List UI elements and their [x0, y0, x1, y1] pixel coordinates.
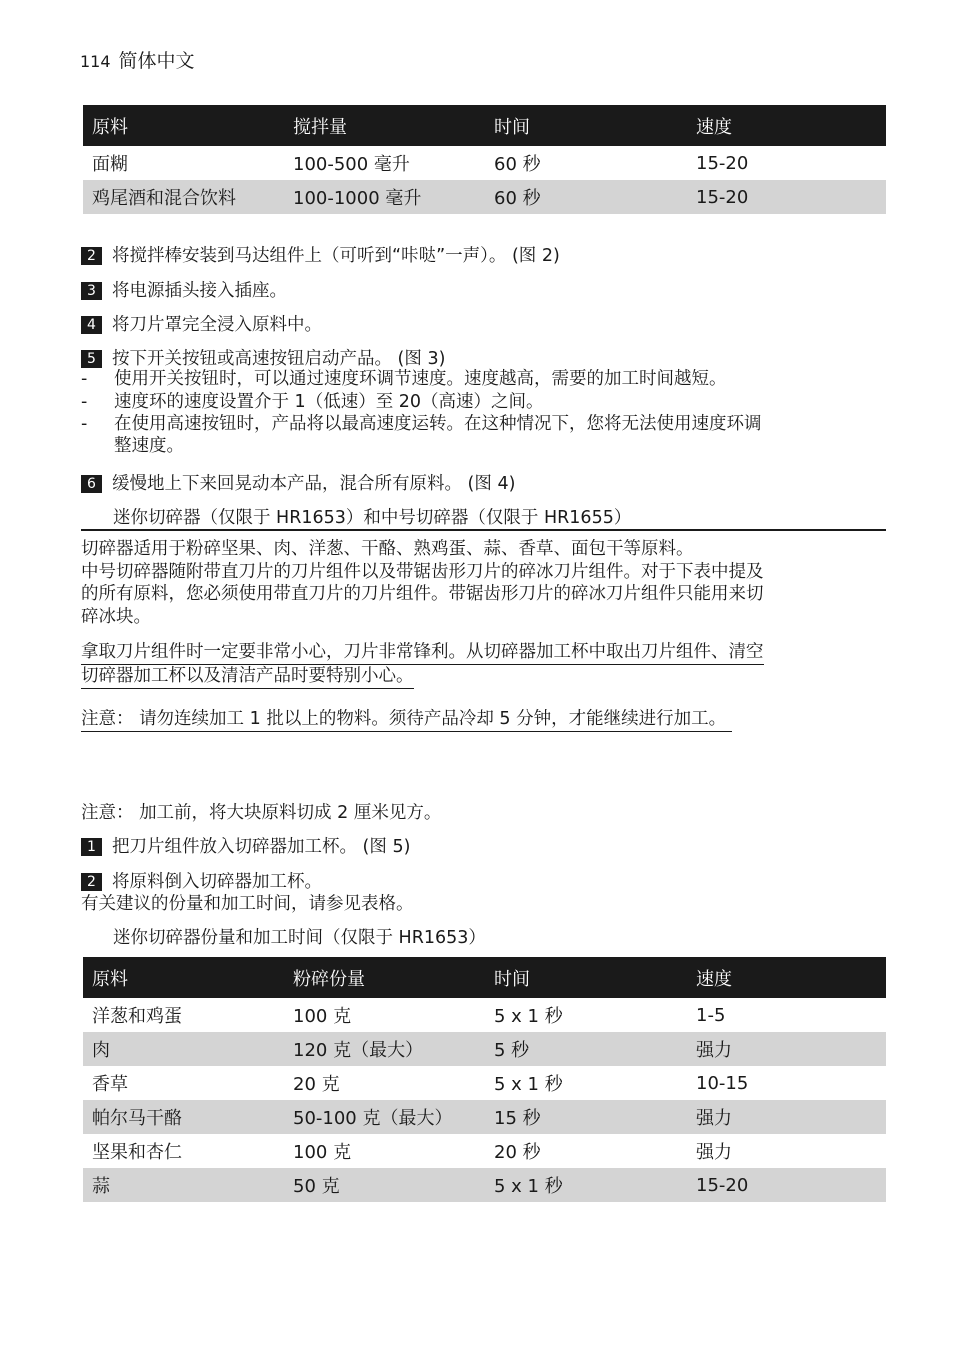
paragraph-line: 碎冰块。 [81, 606, 151, 627]
table-cell: 面糊 [92, 154, 128, 175]
step-number-badge: 5 [81, 350, 102, 368]
table-cell: 10-15 [696, 1072, 749, 1094]
table-row [83, 1168, 886, 1202]
table-cell: 5 x 1 秒 [485, 1168, 687, 1202]
heading-divider [81, 529, 886, 531]
table-row [83, 180, 886, 214]
table-cell: 强力 [687, 1100, 886, 1134]
step-number-badge: 1 [81, 838, 102, 856]
table-cell: 60 秒 [485, 180, 687, 214]
table-header-cell: 时间 [485, 105, 687, 146]
paragraph-line: 的所有原料，您必须使用带直刀片的刀片组件。带锯齿形刀片的碎冰刀片组件只能用来切 [81, 584, 764, 604]
table-header-cell: 时间 [485, 957, 687, 998]
table-cell: 洋葱和鸡蛋 [92, 1006, 182, 1027]
step-number-badge: 2 [81, 873, 102, 891]
bullet-text: 整速度。 [114, 436, 184, 456]
table-cell: 15 秒 [485, 1100, 687, 1134]
table-cell: 100-500 毫升 [293, 154, 410, 175]
step-5-start [81, 345, 445, 370]
table-header-cell: 原料 [83, 105, 284, 146]
step-3-plug [81, 277, 287, 302]
table-cell: 5 x 1 秒 [494, 1074, 563, 1095]
step-text: 缓慢地上下来回晃动本产品，混合所有原料。 (图 4) [112, 474, 516, 494]
bullet-text: 使用开关按钮时，可以通过速度环调节速度。速度越高，需要的加工时间越短。 [114, 369, 727, 389]
table-cell: 20 秒 [494, 1142, 541, 1163]
note-text: 注意： 请勿连续加工 1 批以上的物料。须待产品冷却 5 分钟，才能继续进行加工。 [81, 708, 732, 732]
table-row [83, 1100, 886, 1134]
table-cell: 1-5 [696, 1004, 726, 1026]
warning-line: 切碎器加工杯以及清洁产品时要特别小心。 [81, 665, 414, 689]
table-cell: 香草 [92, 1074, 128, 1095]
table-cell: 坚果和杏仁 [92, 1142, 182, 1163]
table-row [83, 1032, 886, 1066]
table-header-cell: 原料 [83, 957, 284, 998]
table-cell: 60 秒 [494, 154, 541, 175]
table-cell: 100-1000 毫升 [284, 180, 485, 214]
bullet-text: 在使用高速按钮时，产品将以最高速度运转。在这种情况下，您将无法使用速度环调 [114, 414, 762, 434]
step-number-badge: 4 [81, 316, 102, 334]
step-text: 按下开关按钮或高速按钮启动产品。 (图 3) [112, 349, 446, 369]
table-cell: 50 克 [284, 1168, 485, 1202]
warning-block [81, 641, 764, 689]
note-cut-size: 注意： 加工前，将大块原料切成 2 厘米见方。 [81, 803, 442, 823]
page-number: 114 [80, 52, 111, 71]
table-row [83, 1066, 886, 1100]
table-cell: 20 克 [293, 1074, 340, 1095]
table-cell: 肉 [83, 1032, 284, 1066]
page-header [80, 46, 195, 73]
step-text: 将刀片罩完全浸入原料中。 [112, 315, 322, 335]
chopper-intro-paragraph [81, 538, 886, 628]
table-cell: 蒜 [83, 1168, 284, 1202]
table-cell: 100 克 [293, 1006, 352, 1027]
table-cell: 50-100 克（最大） [284, 1100, 485, 1134]
step-text: 将原料倒入切碎器加工杯。 [112, 872, 322, 892]
table-cell: 15-20 [687, 1168, 886, 1202]
step-text: 将电源插头接入插座。 [112, 281, 287, 301]
table-cell: 120 克（最大） [284, 1032, 485, 1066]
step-4-immerse [81, 311, 322, 336]
table-header-cell: 搅拌量 [284, 105, 485, 146]
table-header-row [83, 105, 886, 146]
section-heading-quantities: 迷你切碎器份量和加工时间（仅限于 HR1653） [113, 928, 486, 948]
bullet-dash: - [81, 392, 88, 412]
table-header-row [83, 957, 886, 998]
step-1-insert-blade [81, 833, 410, 858]
step-number-badge: 3 [81, 282, 102, 300]
warning-line: 拿取刀片组件时一定要非常小心，刀片非常锋利。从切碎器加工杯中取出刀片组件、清空 [81, 641, 764, 665]
note-batch [81, 708, 732, 732]
bullet-dash: - [81, 369, 88, 389]
table-cell: 强力 [696, 1142, 732, 1163]
table-header-cell: 速度 [687, 957, 886, 998]
section-heading-chopper: 迷你切碎器（仅限于 HR1653）和中号切碎器（仅限于 HR1655） [113, 508, 632, 528]
step-number-badge: 6 [81, 475, 102, 493]
step-number-badge: 2 [81, 247, 102, 265]
table-cell: 100 克 [293, 1142, 352, 1163]
table-cell: 5 x 1 秒 [494, 1006, 563, 1027]
table-cell: 15-20 [687, 180, 886, 214]
step-2-attach [81, 242, 560, 267]
page-language: 简体中文 [118, 50, 195, 72]
blend-table [83, 105, 886, 214]
bullet-dash: - [81, 414, 88, 434]
refer-table-text: 有关建议的份量和加工时间，请参见表格。 [81, 894, 414, 914]
table-cell: 15-20 [696, 152, 749, 174]
step-text: 将搅拌棒安装到马达组件上（可听到“咔哒”一声）。 (图 2) [112, 246, 560, 266]
table-cell: 5 秒 [485, 1032, 687, 1066]
paragraph-line: 中号切碎器随附带直刀片的刀片组件以及带锯齿形刀片的碎冰刀片组件。对于下表中提及 [81, 561, 764, 582]
paragraph-line: 切碎器适用于粉碎坚果、肉、洋葱、干酪、熟鸡蛋、蒜、香草、面包干等原料。 [81, 539, 694, 559]
chopper-quantity-table [83, 957, 886, 1202]
table-cell: 强力 [687, 1032, 886, 1066]
table-header-cell: 速度 [687, 105, 886, 146]
table-cell: 帕尔马干酪 [83, 1100, 284, 1134]
table-header-cell: 粉碎份量 [284, 957, 485, 998]
table-row [83, 146, 886, 180]
table-row [83, 998, 886, 1032]
step-text: 把刀片组件放入切碎器加工杯。 (图 5) [112, 837, 411, 857]
table-cell: 鸡尾酒和混合饮料 [83, 180, 284, 214]
bullet-text: 速度环的速度设置介于 1（低速）至 20（高速）之间。 [114, 392, 544, 412]
step-6-move [81, 470, 515, 495]
table-row [83, 1134, 886, 1168]
